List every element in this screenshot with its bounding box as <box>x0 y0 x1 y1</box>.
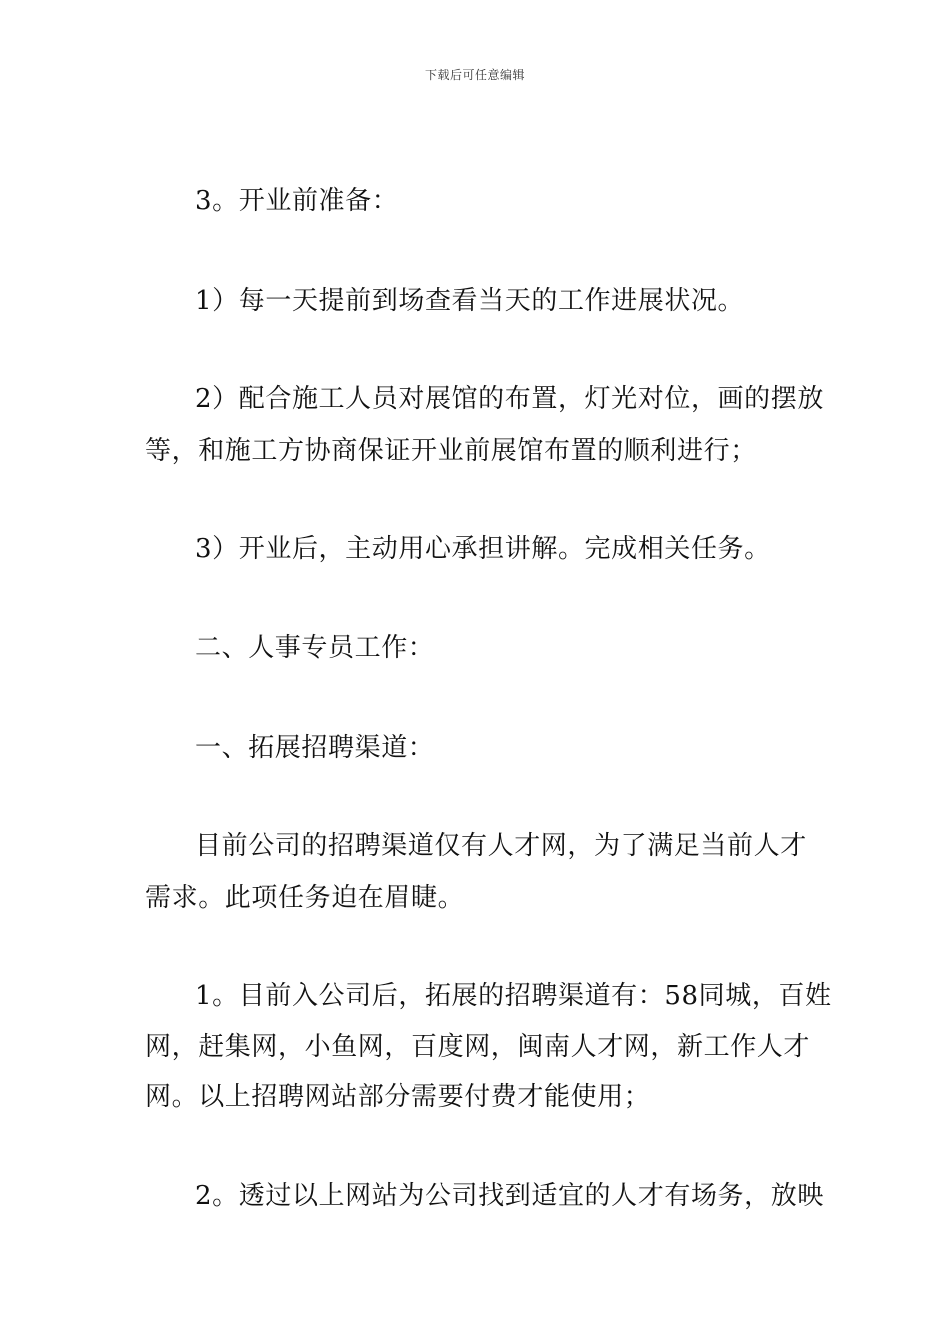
paragraph-line: 1。目前入公司后，拓展的招聘渠道有：58同城，百姓 <box>195 981 832 1011</box>
paragraph-line: 1）每一天提前到场查看当天的工作进展状况。 <box>195 286 745 316</box>
paragraph-line: 2。透过以上网站为公司找到适宜的人才有场务，放映 <box>195 1181 824 1211</box>
paragraph-line: 需求。此项任务迫在眉睫。 <box>145 883 465 913</box>
paragraph-line: 等，和施工方协商保证开业前展馆布置的顺利进行； <box>145 436 757 466</box>
paragraph-line: 3。开业前准备： <box>195 186 399 216</box>
paragraph-line: 3）开业后，主动用心承担讲解。完成相关任务。 <box>195 534 771 564</box>
paragraph-line: 目前公司的招聘渠道仅有人才网，为了满足当前人才 <box>195 831 807 861</box>
paragraph-line: 网。以上招聘网站部分需要付费才能使用； <box>145 1082 651 1112</box>
section-heading: 二、人事专员工作： <box>195 633 435 663</box>
subsection-heading: 一、拓展招聘渠道： <box>195 733 435 763</box>
paragraph-line: 网，赶集网，小鱼网，百度网，闽南人才网，新工作人才 <box>145 1032 811 1062</box>
paragraph-line: 2）配合施工人员对展馆的布置，灯光对位，画的摆放 <box>195 384 824 414</box>
page-header: 下载后可任意编辑 <box>424 68 525 82</box>
